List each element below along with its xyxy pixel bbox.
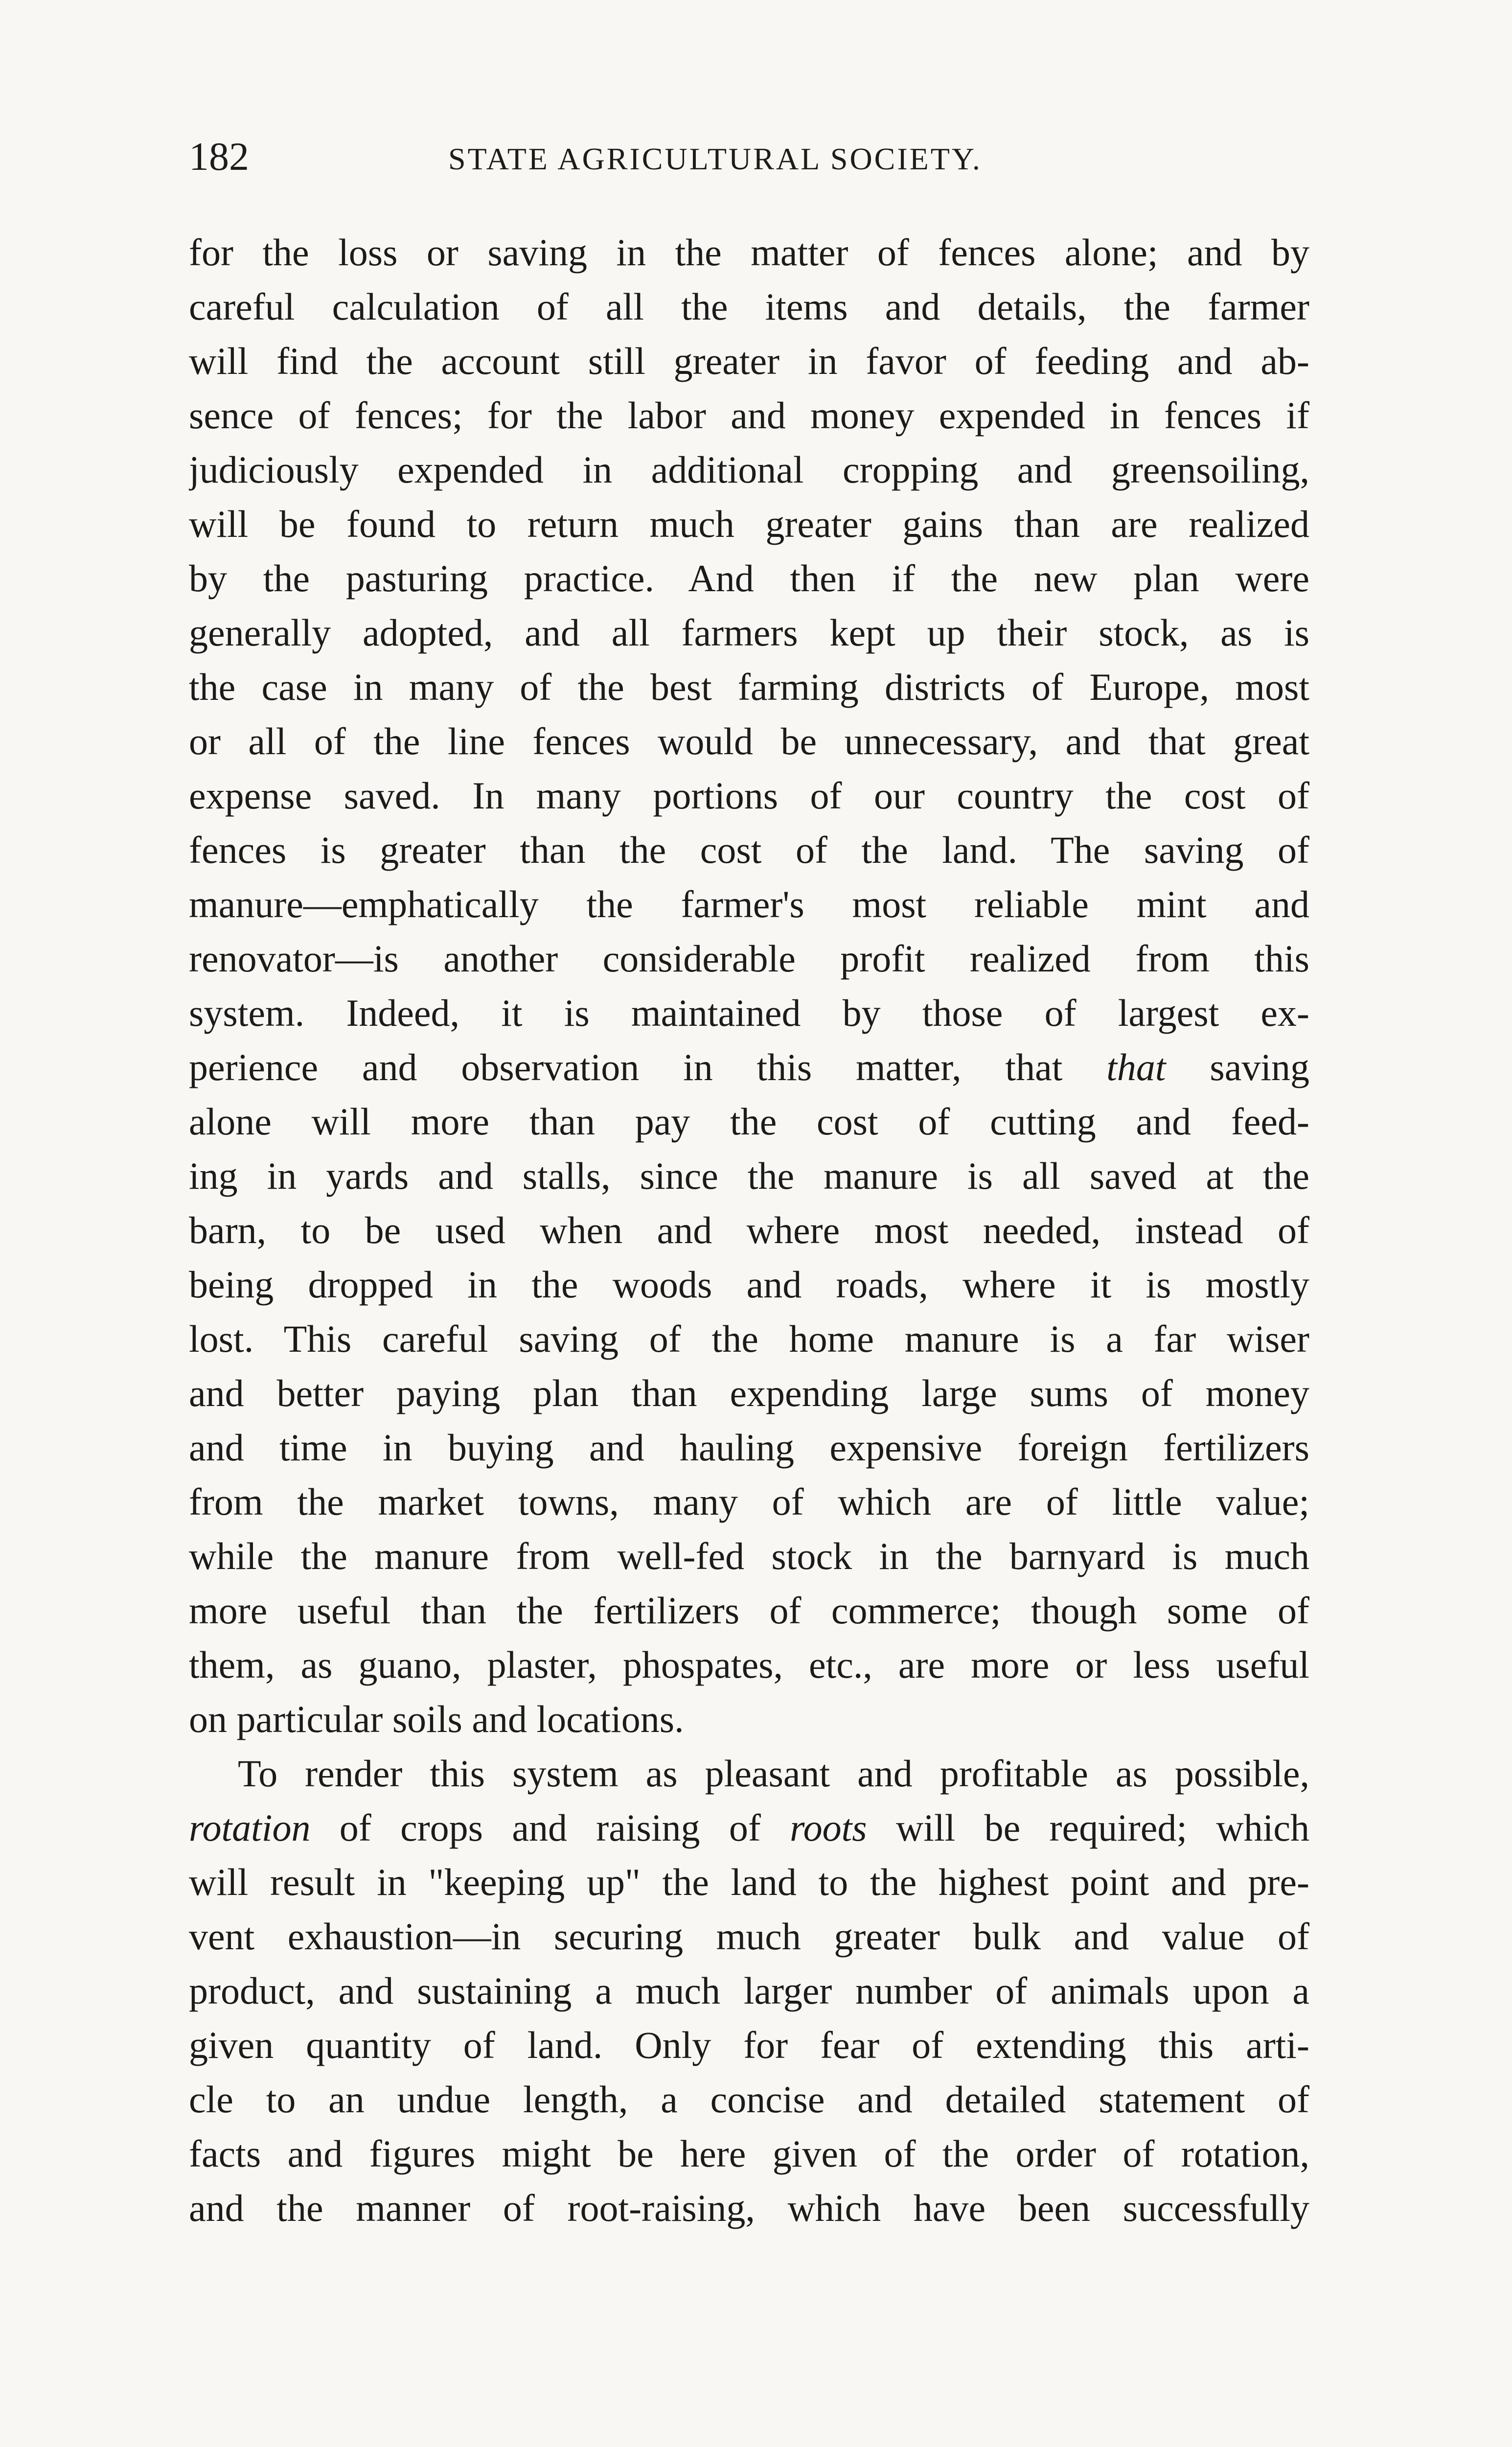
text-line-content: lost. This careful saving of the home manure is a far wiser (189, 1317, 1309, 1360)
text-line (189, 605, 1309, 660)
text-line-content: cle to an undue length, a concise and detailed statement of (189, 2078, 1309, 2121)
text-line-content: or all of the line fences would be unnecessary, and that great (189, 720, 1309, 762)
text-line-content: will be found to return much greater gains than are realized (189, 503, 1309, 545)
text-line (189, 551, 1309, 605)
text-line (189, 442, 1309, 497)
text-line (189, 1040, 1309, 1094)
text-line-content: being dropped in the woods and roads, where it is mostly (189, 1263, 1309, 1306)
page-header (189, 132, 1309, 186)
text-line-continuation: will be required; which (867, 1806, 1309, 1849)
text-line (189, 931, 1309, 986)
text-line (189, 1801, 1309, 1855)
italic-word: rotation (189, 1806, 311, 1849)
text-line-content: manure—emphatically the farmer's most reliable mint and (189, 883, 1309, 925)
text-line (189, 279, 1309, 334)
text-line (189, 388, 1309, 442)
text-line (189, 1312, 1309, 1366)
text-line-content: expense saved. In many portions of our country the cost of (189, 774, 1309, 817)
text-line (189, 1638, 1309, 1692)
page-number: 182 (189, 134, 249, 179)
text-line-content: careful calculation of all the items and details, the farmer (189, 285, 1309, 328)
text-line (189, 1963, 1309, 2018)
text-line-content: given quantity of land. Only for fear of extending this arti- (189, 2024, 1309, 2066)
text-line-content: product, and sustaining a much larger number of animals upon a (189, 1969, 1309, 2012)
body-text (189, 225, 1309, 2235)
running-head: STATE AGRICULTURAL SOCIETY. (448, 141, 982, 176)
text-line-content: and better paying plan than expending large sums of money (189, 1372, 1309, 1414)
text-line (189, 2126, 1309, 2181)
text-line (189, 1909, 1309, 1963)
text-line (189, 877, 1309, 931)
text-line-content: barn, to be used when and where most needed, instead of (189, 1209, 1309, 1251)
text-line-continuation: of crops and raising of (310, 1806, 790, 1849)
text-line (189, 986, 1309, 1040)
text-line (189, 1692, 1309, 1746)
text-line-content: sence of fences; for the labor and money expended in fences if (189, 394, 1309, 437)
text-line (189, 1529, 1309, 1583)
text-line-content: judiciously expended in additional cropping and greensoiling, (189, 448, 1309, 491)
text-line (189, 2181, 1309, 2235)
text-line (189, 1366, 1309, 1420)
text-line-content: fences is greater than the cost of the land. The saving of (189, 829, 1309, 871)
text-line (189, 823, 1309, 877)
text-line (189, 2072, 1309, 2126)
text-line (189, 1203, 1309, 1257)
text-line-content: alone will more than pay the cost of cutting and feed- (189, 1100, 1309, 1143)
text-line (189, 1746, 1309, 1801)
text-line-continuation: saving (1166, 1046, 1309, 1088)
text-line-content: ing in yards and stalls, since the manure is all saved at the (189, 1154, 1309, 1197)
text-line (189, 1149, 1309, 1203)
text-line (189, 334, 1309, 388)
text-line-content: renovator—is another considerable profit realized from this (189, 937, 1309, 980)
text-line (189, 1420, 1309, 1475)
text-line (189, 497, 1309, 551)
text-line-content: will result in "keeping up" the land to the highest point and pre- (189, 1861, 1309, 1903)
text-line (189, 1475, 1309, 1529)
text-line-content: the case in many of the best farming districts of Europe, most (189, 666, 1309, 708)
text-line-content: while the manure from well-fed stock in the barnyard is much (189, 1535, 1309, 1577)
text-line-content: from the market towns, many of which are of little value; (189, 1480, 1309, 1523)
text-line-content: for the loss or saving in the matter of fences alone; and by (189, 231, 1309, 274)
text-line (189, 225, 1309, 279)
text-line (189, 1855, 1309, 1909)
text-line-content: and the manner of root-raising, which have been successfully (189, 2187, 1309, 2229)
text-line (189, 2018, 1309, 2072)
italic-word: roots (790, 1806, 867, 1849)
text-line-content: them, as guano, plaster, phospates, etc., are more or less useful (189, 1643, 1309, 1686)
text-line (189, 1094, 1309, 1149)
text-line (189, 1583, 1309, 1638)
text-line-content: perience and observation in this matter, that (189, 1046, 1063, 1088)
text-line-content: will find the account still greater in favor of feeding and ab- (189, 340, 1309, 382)
text-line-content: vent exhaustion—in securing much greater bulk and value of (189, 1915, 1309, 1958)
text-line (189, 1257, 1309, 1312)
italic-word: that (1106, 1046, 1166, 1088)
text-line-content: by the pasturing practice. And then if the new plan were (189, 557, 1309, 600)
text-line-content: system. Indeed, it is maintained by those of largest ex- (189, 992, 1309, 1034)
text-line-content: on particular soils and locations. (189, 1698, 684, 1740)
text-line (189, 714, 1309, 768)
text-line (189, 768, 1309, 823)
text-line-content: facts and figures might be here given of the order of rotation, (189, 2132, 1309, 2175)
text-line-content: To render this system as pleasant and profitable as possible, (238, 1752, 1309, 1795)
text-line (189, 660, 1309, 714)
text-line-content: and time in buying and hauling expensive foreign fertilizers (189, 1426, 1309, 1469)
text-line-content: generally adopted, and all farmers kept up their stock, as is (189, 611, 1309, 654)
text-line-content: more useful than the fertilizers of commerce; though some of (189, 1589, 1309, 1632)
